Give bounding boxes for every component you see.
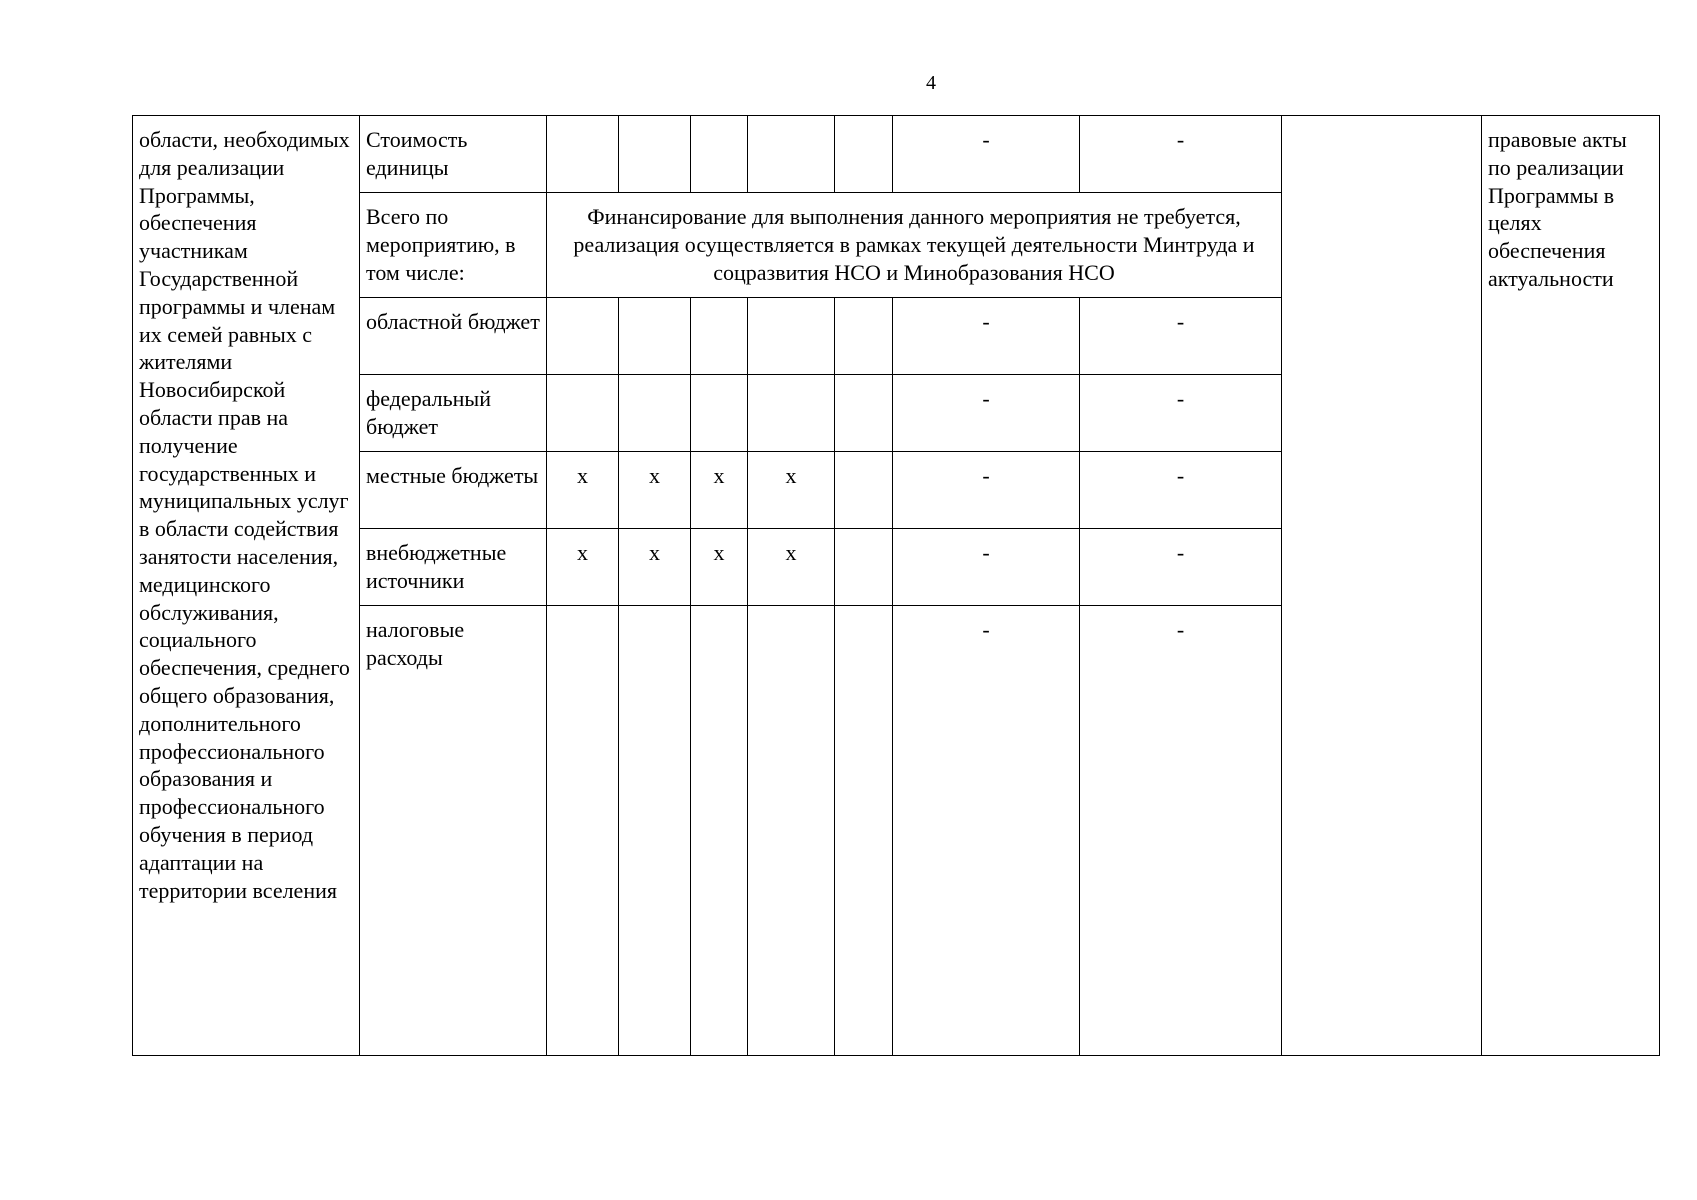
program-table (132, 115, 1660, 1056)
value-cell (748, 375, 835, 452)
measure-description: области, необходимых для реализации Программы, обеспечения участникам Государственной программы и членам их семей равных с жителями Новосибирской области прав на получение государственных и муниципальных услуг в области содействия занятости населения, медицинского обслуживания, социального обеспечения, среднего общего образования, дополнительного профессионального образования и профессионального обучения в период адаптации на территории вселения (139, 127, 350, 903)
value-cell (835, 375, 893, 452)
value-cell (691, 375, 748, 452)
financing-note: Финансирование для выполнения данного мероприятия не требуется, реализация осуществляется в рамках текущей деятельности Минтруда и соцразвития НСО и Минобразования НСО (573, 204, 1255, 285)
value-cell: - (1080, 375, 1282, 452)
value-cell: х (691, 529, 748, 606)
value-cell: - (1080, 529, 1282, 606)
value-cell: х (691, 452, 748, 529)
value-cell: - (1080, 116, 1282, 193)
table-row (133, 116, 1660, 193)
value-cell (619, 298, 691, 375)
value-cell (835, 298, 893, 375)
value-cell: - (893, 606, 1080, 1056)
value-cell (547, 606, 619, 1056)
empty-column-cell (1282, 116, 1482, 1056)
row-label-cell: местные бюджеты (360, 452, 547, 529)
value-cell: - (893, 375, 1080, 452)
value-cell (748, 606, 835, 1056)
value-cell (835, 606, 893, 1056)
value-cell (547, 116, 619, 193)
value-cell (748, 298, 835, 375)
value-cell: х (748, 452, 835, 529)
value-cell: - (893, 452, 1080, 529)
page-number: 4 (926, 72, 936, 94)
row-label-cell: внебюджетные источники (360, 529, 547, 606)
value-cell: - (893, 116, 1080, 193)
value-cell: - (893, 529, 1080, 606)
row-label-cell: Стоимость единицы (360, 116, 547, 193)
measure-description-cell (133, 116, 360, 1056)
row-label-cell: областной бюджет (360, 298, 547, 375)
value-cell (835, 452, 893, 529)
row-label-cell: налоговые расходы (360, 606, 547, 1056)
value-cell (691, 298, 748, 375)
value-cell (619, 116, 691, 193)
value-cell: - (1080, 298, 1282, 375)
value-cell (691, 116, 748, 193)
value-cell (547, 375, 619, 452)
value-cell: х (619, 452, 691, 529)
legal-acts-text: правовые акты по реализации Программы в целях обеспечения актуальности (1488, 127, 1627, 291)
value-cell: х (619, 529, 691, 606)
value-cell (619, 606, 691, 1056)
value-cell (835, 529, 893, 606)
row-label-cell: Всего по мероприятию, в том числе: (360, 193, 547, 298)
value-cell (748, 116, 835, 193)
value-cell (835, 116, 893, 193)
value-cell (691, 606, 748, 1056)
row-label-cell: федеральный бюджет (360, 375, 547, 452)
value-cell: - (893, 298, 1080, 375)
value-cell: - (1080, 606, 1282, 1056)
value-cell: х (547, 529, 619, 606)
value-cell (547, 298, 619, 375)
value-cell: х (748, 529, 835, 606)
value-cell: - (1080, 452, 1282, 529)
legal-acts-cell (1482, 116, 1660, 1056)
value-cell: х (547, 452, 619, 529)
financing-note-cell (547, 193, 1282, 298)
value-cell (619, 375, 691, 452)
